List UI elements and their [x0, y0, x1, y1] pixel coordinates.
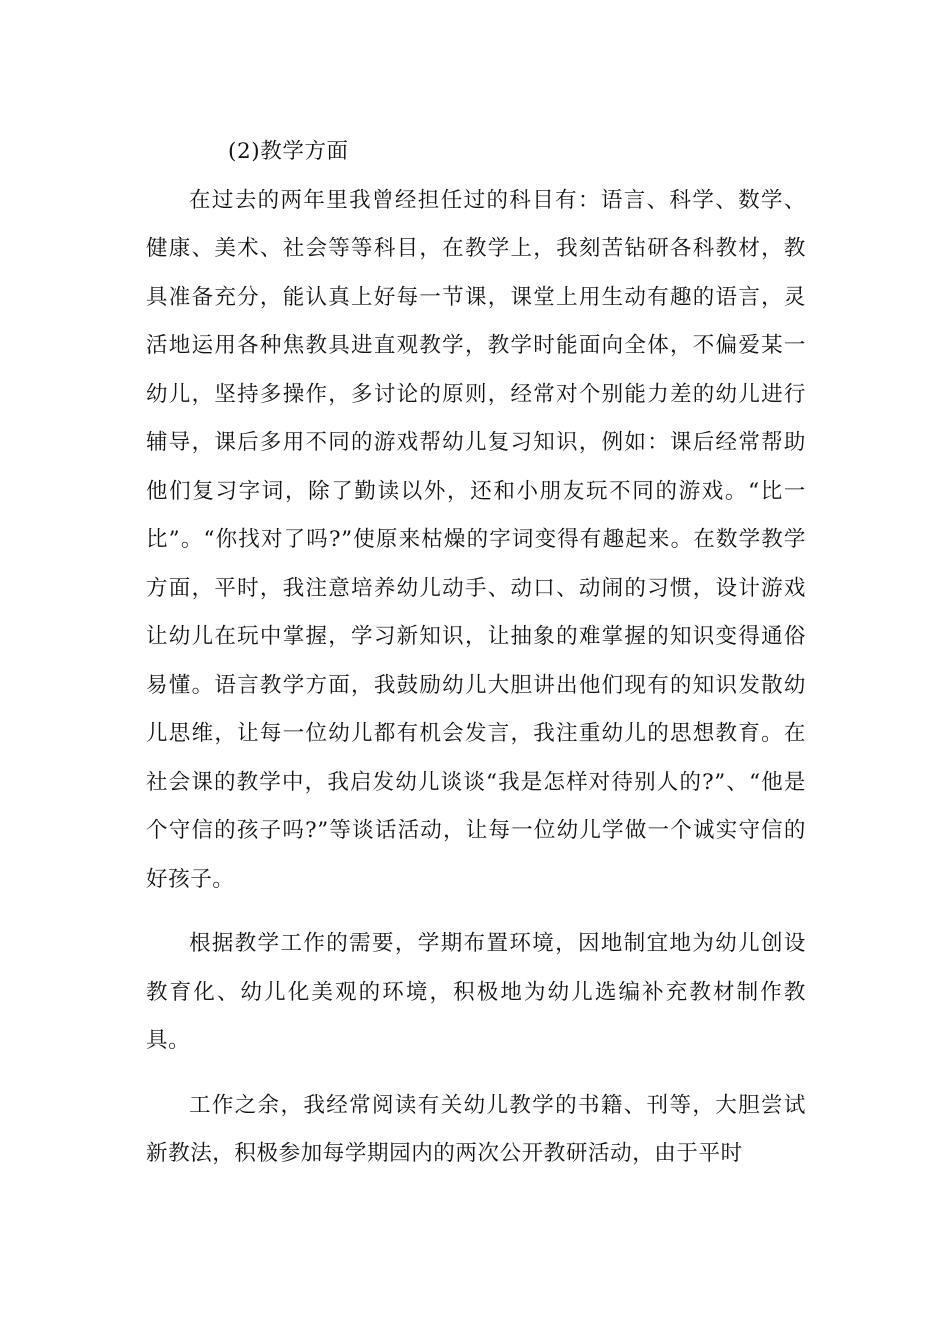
section-heading: (2)教学方面: [228, 139, 349, 164]
paragraph-after-work: 工作之余，我经常阅读有关幼儿教学的书籍、刊等，大胆尝试新教法，积极参加每学期园内的两次公开教研活动，由于平时: [146, 1092, 806, 1166]
document-page: [146, 128, 806, 1179]
paragraph-teaching: 在过去的两年里我曾经担任过的科目有：语言、科学、数学、健康、美术、社会等等科目，在教学上，我刻苦钻研各科教材，教具准备充分，能认真上好每一节课，课堂上用生动有趣的语言，灵活地运用各种焦教具进直观教学，教学时能面向全体，不偏爱某一幼儿，坚持多操作，多讨论的原则，经常对个别能力差的幼儿进行辅导，课后多用不同的游戏帮幼儿复习知识，例如：课后经常帮助他们复习字词，除了勤读以外，还和小朋友玩不同的游戏。“比一比”。“你找对了吗?”使原来枯燥的字词变得有趣起来。在数学教学方面，平时，我注意培养幼儿动手、动口、动闹的习惯，设计游戏让幼儿在玩中掌握，学习新知识，让抽象的难掌握的知识变得通俗易懂。语言教学方面，我鼓励幼儿大胆讲出他们现有的知识发散幼儿思维，让每一位幼儿都有机会发言，我注重幼儿的思想教育。在社会课的教学中，我启发幼儿谈谈“我是怎样对待别人的?”、“他是个守信的孩子吗?”等谈话活动，让每一位幼儿学做一个诚实守信的好孩子。: [146, 187, 806, 892]
paragraph-environment: 根据教学工作的需要，学期布置环境，因地制宜地为幼儿创设教育化、幼儿化美观的环境，积极地为幼儿选编补充教材制作教具。: [146, 931, 806, 1053]
